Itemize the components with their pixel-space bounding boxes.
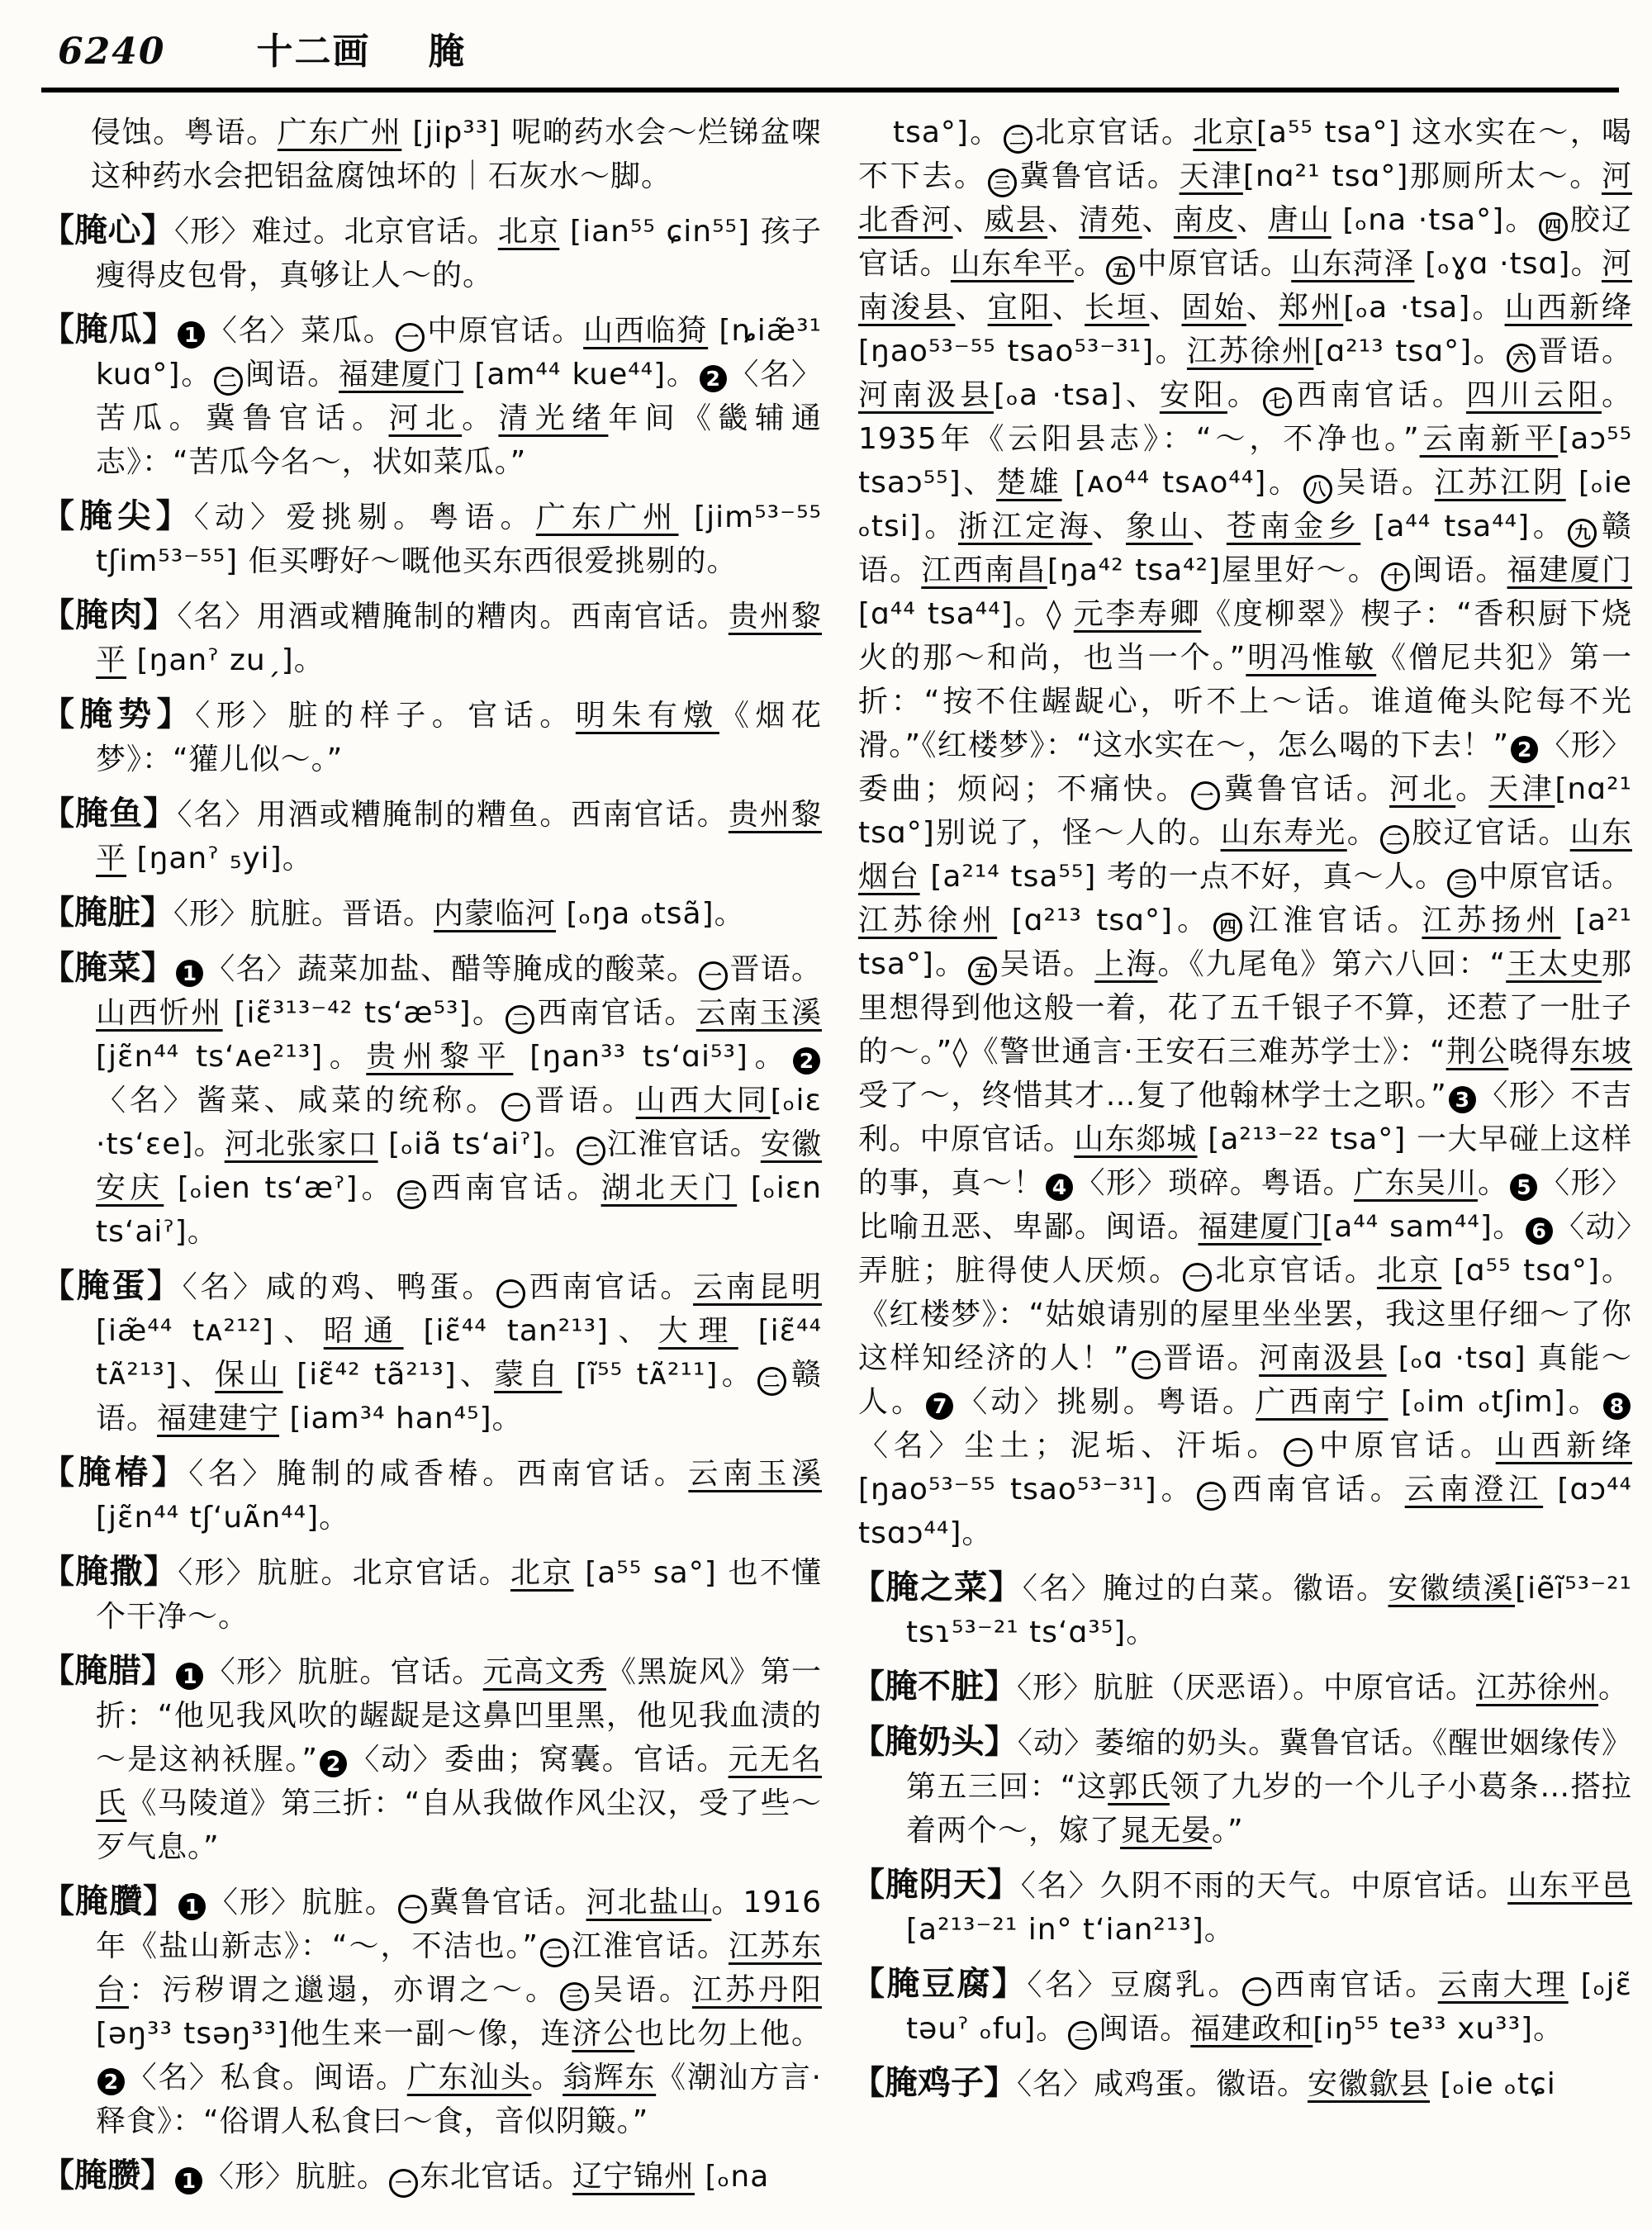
sense-number-badge: 7 [926, 1393, 953, 1420]
dict-entry [41, 792, 822, 880]
sense-number-badge: 2 [1511, 736, 1538, 763]
entry-body: 1 〈名〉菜瓜。 一 中原官话。山西临猗 [ȵiæ̃³¹ kuɑ°]。 二 闽语。福建厦门 [am⁴⁴ kue⁴⁴]。 2 〈名〉苦瓜。冀鲁官话。河北。清光绪年间《畿辅通志》：“苦瓜今名～，状如菜瓜。” [96, 314, 822, 479]
sense-number-badge: 4 [1046, 1174, 1073, 1201]
dict-entry [41, 209, 822, 297]
entry-body: tsa°]。 二 北京官话。北京[a⁵⁵ tsa°] 这水实在～，喝不下去。 三 冀鲁官话。天津[nɑ²¹ tsɑ°]那厕所太～。河北香河、威县、清苑、南皮、唐山 [ₒna ·tsa°]。 四 胶辽官话。山东牟平。 五 中原官话。山东菏泽 [ₒɣɑ ·tsɑ]。河南浚县、宜阳、长垣、固始、郑州[ₒa ·tsa]。山西新绛[ŋao⁵³⁻⁵⁵ tsao⁵³⁻³¹]。江苏徐州[ɑ²¹³ tsɑ°]。 六 晋语。河南汲县[ₒa ·tsa]、安阳。 七 西南官话。四川云阳。1935年《云阳县志》：“～，不净也。”云南新平[aɔ⁵⁵ tsaɔ⁵⁵]、楚雄 [ᴀo⁴⁴ tsᴀo⁴⁴]。 八 吴语。江苏江阴 [ₒie ₒtsi]。浙江定海、象山、苍南金乡 [a⁴⁴ tsa⁴⁴]。 九 赣语。江西南昌[ŋa⁴² tsa⁴²]屋里好～。 十 闽语。福建厦门 [ɑ⁴⁴ tsa⁴⁴]。◊ 元李寿卿《度柳翠》楔子：“香积厨下烧火的那～和尚，也当一个。”明冯惟敏《僧尼共犯》第一折：“按不住龌龊心，听不上～话。谁道俺头陀每不光滑。”《红楼梦》：“这水实在～，怎么喝的下去！” 2 〈形〉委曲；烦闷；不痛快。 一 冀鲁官话。河北。天津[nɑ²¹ tsɑ°]别说了，怪～人的。山东寿光。 二 胶辽官话。山东烟台 [a²¹⁴ tsa⁵⁵] 考的一点不好，真～人。 三 中原官话。江苏徐州 [ɑ²¹³ tsɑ°]。 四 江淮官话。江苏扬州 [a²¹ tsa°]。 五 吴语。上海。《九尾龟》第六八回：“王太史那里想得到他这般一着，花了五千银子不算，还惹了一肚子的～。”◊《警世通言·王安石三难苏学士》：“荆公晓得东坡受了～，终惜其才…复了他翰林学士之职。” 3 〈形〉不吉利。中原官话。山东郯城 [a²¹³⁻²² tsa°] 一大早碰上这样的事，真～！ 4 〈形〉琐碎。粤语。广东吴川。 5 〈形〉比喻丑恶、卑鄙。闽语。福建厦门[a⁴⁴ sam⁴⁴]。 6 〈动〉弄脏；脏得使人厌烦。 一 北京官话。北京 [ɑ⁵⁵ tsɑ°]。《红楼梦》：“姑娘请别的屋里坐坐罢，我这里仔细～了你这样知经济的人！” 二 晋语。河南汲县 [ₒɑ ·tsɑ] 真能～人。 7 〈动〉挑剔。粤语。广西南宁 [ₒim ₒtʃim]。 8〈名〉尘土；泥垢、汗垢。 一 中原官话。山西新绛 [ŋao⁵³⁻⁵⁵ tsao⁵³⁻³¹]。 二 西南官话。云南澄江 [ɑɔ⁴⁴ tsɑɔ⁴⁴]。 [858, 116, 1632, 1550]
sense-number-badge: 2 [320, 1750, 347, 1777]
subsense-number-badge: 三 [560, 1982, 589, 2011]
entry-body: 〈名〉用酒或糟腌制的糟鱼。西南官话。贵州黎平 [ŋanˀ ₅yi]。 [96, 798, 822, 875]
dict-entry [41, 1264, 822, 1440]
subsense-number-badge: 八 [1303, 475, 1332, 504]
entry-body: 〈形〉难过。北京官话。北京 [ian⁵⁵ ɕin⁵⁵] 孩子瘦得皮包骨，真够让人～的。 [96, 215, 822, 292]
sense-number-badge: 1 [178, 1893, 206, 1920]
subsense-number-badge: 二 [1380, 825, 1409, 854]
section-character: 腌 [428, 31, 467, 73]
subsense-number-badge: 十 [1381, 562, 1410, 591]
sense-number-badge: 6 [1526, 1217, 1553, 1245]
subsense-number-badge: 五 [1106, 256, 1135, 285]
entry-headword: 【腌心】 [41, 211, 175, 249]
subsense-number-badge: 二 [1132, 1350, 1161, 1379]
entry-headword: 【腌蛋】 [41, 1267, 183, 1305]
dict-entry [41, 2154, 822, 2199]
sense-number-badge: 2 [97, 2068, 125, 2095]
entry-headword: 【腌豆腐】 [852, 1965, 1028, 2003]
subsense-number-badge: 二 [1004, 125, 1032, 154]
entry-headword: 【腌势】 [41, 695, 196, 733]
subsense-number-badge: 一 [1183, 1263, 1212, 1292]
subsense-number-badge: 一 [389, 2169, 418, 2198]
subsense-number-badge: 一 [501, 1093, 530, 1122]
sense-number-badge: 2 [793, 1047, 820, 1075]
subsense-number-badge: 四 [1539, 212, 1568, 241]
subsense-number-badge: 二 [1068, 2021, 1097, 2050]
subsense-number-badge: 一 [1284, 1438, 1313, 1467]
entry-headword: 【腌腊】 [41, 1652, 175, 1690]
sense-number-badge: 1 [176, 960, 203, 987]
dict-entry [41, 594, 822, 682]
entry-headword: 【腌臢】 [41, 1882, 177, 1920]
sense-number-badge: 1 [176, 1663, 203, 1690]
entry-body: 侵蚀。粤语。广东广州 [jip³³] 呢啲药水会～烂锑盆㗎这种药水会把铝盆腐蚀坏的｜石灰水～脚。 [91, 116, 822, 193]
entry-body: 1 〈形〉肮脏。 一 冀鲁官话。河北盐山。1916年《盐山新志》：“～，不洁也。” 二 江淮官话。江苏东台：污秽谓之邋遢，亦谓之～。 三 吴语。江苏丹阳 [əŋ³³ tsəŋ³³]他生来一副～像，连济公也比勿上他。2 〈名〉私食。闽语。广东汕头。翁辉东《潮汕方言·释食》：“俗谓人私食曰～食，音似阴簸。” [96, 1886, 822, 2138]
page-header [41, 21, 1637, 74]
subsense-number-badge: 三 [988, 168, 1017, 197]
entry-body: 〈名〉豆腐乳。 一 西南官话。云南大理 [ₒjɛ̃ təuˀ ₒfu]。 二 闽语。福建政和[iŋ⁵⁵ te³³ xu³³]。 [906, 1968, 1632, 2046]
entry-body: 〈形〉肮脏。北京官话。北京 [a⁵⁵ sa°] 也不懂个干净～。 [96, 1556, 822, 1634]
entry-headword: 【腌臜】 [41, 2156, 173, 2194]
subsense-number-badge: 三 [1447, 869, 1476, 898]
two-column-text [41, 111, 1637, 2199]
subsense-number-badge: 二 [577, 1136, 605, 1165]
entry-headword: 【腌尖】 [41, 497, 194, 535]
subsense-number-badge: 四 [1213, 913, 1242, 942]
sense-number-badge: 1 [178, 321, 205, 349]
sense-number-badge: 8 [1603, 1393, 1631, 1420]
entry-body: 〈形〉肮脏（厌恶语）。中原官话。江苏徐州。 [1017, 1671, 1630, 1705]
entry-headword: 【腌不脏】 [852, 1668, 1017, 1706]
page-number: 6240 [58, 31, 166, 73]
entry-headword: 【腌奶头】 [852, 1723, 1018, 1761]
dict-entry [41, 1649, 822, 1869]
dict-entry [41, 947, 822, 1254]
entry-body: 〈名〉咸的鸡、鸭蛋。 一 西南官话。云南昆明[iæ̃⁴⁴ tᴀ²¹²]、昭通 [iɛ̃⁴⁴ tan²¹³]、大理 [iɛ̃⁴⁴ tᴀ̃²¹³]、保山 [iɛ̃⁴² tã²¹³]、蒙自 [ĩ⁵⁵ tᴀ̃²¹¹]。 二 赣语。福建建宁 [iam³⁴ han⁴⁵]。 [96, 1270, 823, 1435]
subsense-number-badge: 一 [1242, 1977, 1271, 2006]
sense-number-badge: 2 [700, 365, 727, 392]
subsense-number-badge: 二 [540, 1938, 569, 1967]
entry-headword: 【腌之菜】 [852, 1568, 1023, 1606]
entry-body: 〈名〉腌过的白菜。徽语。安徽绩溪[iẽĩ⁵³⁻²¹ tsɿ⁵³⁻²¹ tsʻɑ³⁵]。 [906, 1572, 1632, 1649]
entry-headword: 【腌脏】 [41, 894, 173, 932]
dict-entry [41, 495, 822, 583]
subsense-number-badge: 一 [496, 1279, 525, 1308]
dict-entry [41, 891, 822, 936]
entry-body: 〈名〉腌制的咸香椿。西南官话。云南玉溪 [jɛ̃n⁴⁴ tʃʻuᴀ̃n⁴⁴]。 [96, 1457, 822, 1535]
subsense-number-badge: 一 [699, 961, 728, 990]
entry-body: 〈名〉用酒或糟腌制的糟肉。西南官话。贵州黎平 [ŋanˀ zuˏ]。 [96, 600, 822, 677]
subsense-number-badge: 九 [1568, 519, 1597, 548]
entry-body: 〈动〉爱挑剔。粤语。广东广州 [jim⁵³⁻⁵⁵ tʃim⁵³⁻⁵⁵] 佢买嘢好～嘅他买东西很爱挑剔的。 [96, 501, 822, 578]
dict-entry [41, 1880, 822, 2143]
subsense-number-badge: 二 [214, 367, 243, 396]
sense-number-badge: 3 [1449, 1086, 1476, 1113]
column-right [852, 111, 1632, 2199]
entry-body: 〈名〉咸鸡蛋。徽语。安徽歙县 [ₒie ₒtɕi [1017, 2067, 1556, 2101]
continuation-paragraph [852, 111, 1632, 1555]
dict-entry [41, 1550, 822, 1639]
entry-headword: 【腌菜】 [41, 949, 174, 987]
subsense-number-badge: 一 [1191, 781, 1220, 810]
subsense-number-badge: 二 [506, 1005, 534, 1034]
entry-headword: 【腌椿】 [41, 1454, 189, 1492]
dict-entry [852, 1720, 1632, 1853]
dict-entry [852, 2062, 1632, 2106]
sense-number-badge: 5 [1510, 1174, 1537, 1201]
subsense-number-badge: 一 [398, 1895, 427, 1924]
stroke-count-section: 十二画 [256, 31, 371, 73]
dict-entry [41, 693, 822, 781]
dict-entry [41, 1451, 822, 1540]
column-left [41, 111, 822, 2199]
entry-headword: 【腌瓜】 [41, 311, 177, 349]
subsense-number-badge: 二 [1197, 1482, 1226, 1511]
entry-body: 1 〈名〉蔬菜加盐、醋等腌成的酸菜。 一 晋语。山西忻州 [iɛ̃³¹³⁻⁴² tsʻæ⁵³]。 二 西南官话。云南玉溪 [jɛ̃n⁴⁴ tsʻᴀe²¹³]。贵州黎平 [ŋan³³ tsʻɑi⁵³]。 2〈名〉酱菜、咸菜的统称。 一 晋语。山西大同[ₒiɛ ·tsʻɛe]。河北张家口 [ₒiã tsʻaiˀ]。 二 江淮官话。安徽安庆 [ₒien tsʻæˀ]。 三 西南官话。湖北天门 [ₒiɛn tsʻaiˀ]。 [96, 952, 822, 1249]
subsense-number-badge: 七 [1263, 387, 1292, 416]
subsense-number-badge: 三 [397, 1180, 426, 1209]
dict-entry [852, 1566, 1632, 1654]
continuation-paragraph [41, 111, 822, 198]
entry-body: 1 〈形〉肮脏。 一 东北官话。辽宁锦州 [ₒna [173, 2160, 769, 2194]
entry-body: 〈动〉萎缩的奶头。冀鲁官话。《醒世姻缘传》第五三回：“这郭氏领了九岁的一个儿子小葛条…搭拉着两个～，嫁了晁无晏。” [906, 1726, 1632, 1848]
entry-body: 〈形〉脏的样子。官话。明朱有燉《烟花梦》：“獾儿似～。” [96, 699, 822, 776]
entry-headword: 【腌阴天】 [852, 1866, 1021, 1904]
subsense-number-badge: 二 [757, 1367, 786, 1396]
entry-headword: 【腌肉】 [41, 596, 178, 634]
subsense-number-badge: 六 [1507, 344, 1536, 372]
sense-number-badge: 1 [175, 2167, 202, 2194]
dict-entry [852, 1863, 1632, 1952]
entry-headword: 【腌撒】 [41, 1553, 178, 1591]
subsense-number-badge: 一 [396, 323, 425, 352]
subsense-number-badge: 五 [968, 956, 997, 985]
entry-body: 〈形〉肮脏。晋语。内蒙临河 [ₒŋa ₒtsã]。 [173, 897, 745, 931]
dict-entry [41, 308, 822, 484]
entry-body: 1 〈形〉肮脏。官话。元高文秀《黑旋风》第一折：“他见我风吹的龌龊是这鼻凹里黑，他见我血渍的～是这衲袄腥。” 2 〈动〉委曲；窝囊。官话。元无名氏《马陵道》第三折：“自从我做作风尘汉，受了些～歹气息。” [96, 1655, 822, 1864]
entry-body: 〈名〉久阴不雨的天气。中原官话。山东平邑 [a²¹³⁻²¹ in° tʻian²¹³]。 [906, 1869, 1632, 1947]
entry-headword: 【腌鸡子】 [852, 2064, 1017, 2102]
dict-entry [852, 1665, 1632, 1710]
dict-entry [852, 1962, 1632, 2051]
entry-headword: 【腌鱼】 [41, 795, 178, 833]
header-rule [41, 88, 1619, 93]
